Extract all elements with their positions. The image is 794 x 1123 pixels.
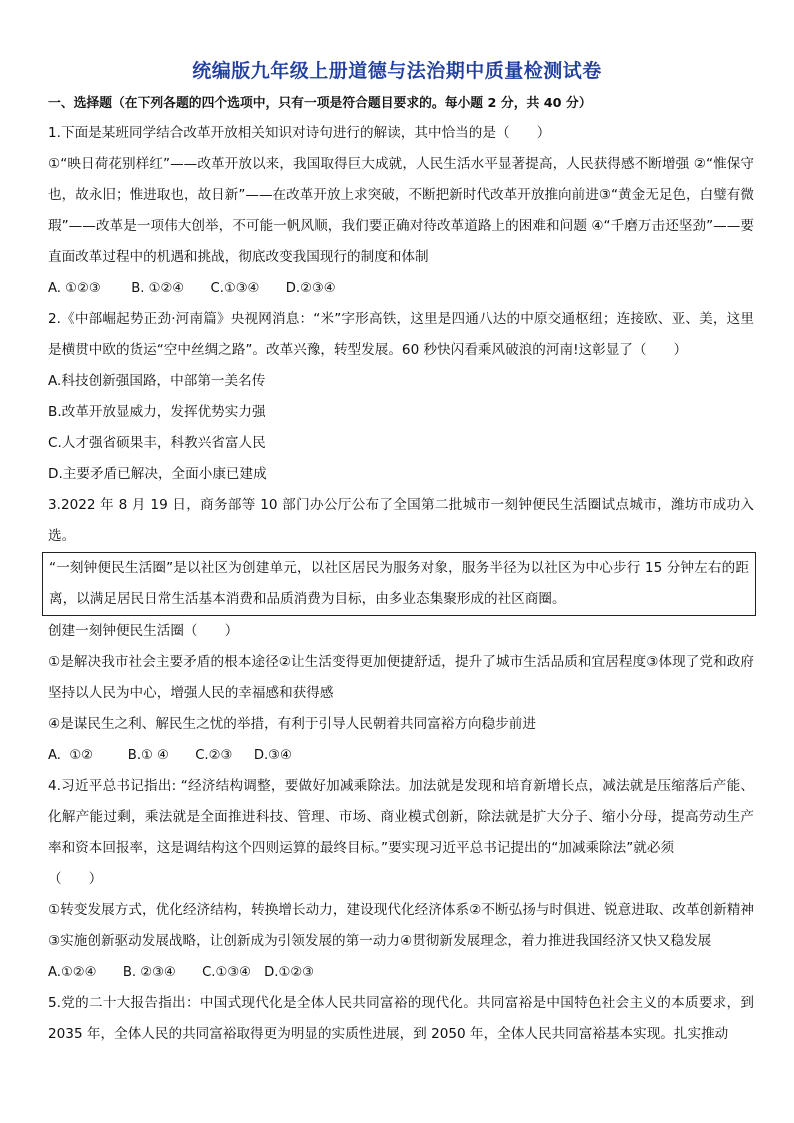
question-body-2: ④是谋民生之利、解民生之忧的举措，有利于引导人民朝着共同富裕方向稳步前进 <box>48 716 536 732</box>
answer-paren: （ ） <box>48 871 103 887</box>
question-4 <box>48 771 754 988</box>
exam-content <box>48 90 754 1050</box>
page-title: 统编版九年级上册道德与法治期中质量检测试卷 <box>192 60 602 82</box>
option-d: D.主要矛盾已解决，全面小康已建成 <box>48 466 267 482</box>
question-stem: 4.习近平总书记指出: “经济结构调整，要做好加减乘除法。加法就是发现和培育新增长点，减法就是压缩落后产能、化解产能过剩，乘法就是全面推进科技、管理、市场、商业模式创新，除法就是扩大分子、缩小分母，提高劳动生产率和资本回报率，这是调结构这个四则运算的最终目标。”要实现习近平总书记提出的“加减乘除法”就必须 <box>48 778 754 856</box>
question-2 <box>48 304 754 490</box>
question-options: A. ①② B.① ④ C.②③ D.③④ <box>48 748 292 763</box>
question-options: A.①②④ B. ②③④ C.①③④ D.①②③ <box>48 965 314 980</box>
question-body: ①“映日荷花别样红”——改革开放以来，我国取得巨大成就，人民生活水平显著提高，人民获得感不断增强 ②“惟保守也，故永旧；惟进取也，故日新”——在改革开放上求突破，不断把新时代改革开放推向前进③“黄金无足色，白璧有微瑕”——改革是一项伟大创举，不可能一帆风顺，我们要正确对待改革道路上的困难和问题 ④“千磨万击还坚劲”——要直面改革过程中的机遇和挑战，彻底改变我国现行的制度和体制 <box>48 156 754 265</box>
question-ask: 创建一刻钟便民生活圈（ ） <box>48 623 239 639</box>
question-1 <box>48 118 754 304</box>
question-body: ①是解决我市社会主要矛盾的根本途径②让生活变得更加便捷舒适，提升了城市生活品质和宜居程度③体现了党和政府坚持以人民为中心，增强人民的幸福感和获得感 <box>48 654 754 701</box>
question-options: A. ①②③ B. ①②④ C.①③④ D.②③④ <box>48 281 336 296</box>
material-box: “一刻钟便民生活圈”是以社区为创建单元，以社区居民为服务对象，服务半径为以社区为中心步行 15 分钟左右的距离，以满足居民日常生活基本消费和品质消费为目标，由多业态集聚形成的社区商圈。 <box>42 552 756 616</box>
question-stem: 5.党的二十大报告指出：中国式现代化是全体人民共同富裕的现代化。共同富裕是中国特色社会主义的本质要求，到 2035 年，全体人民的共同富裕取得更为明显的实质性进展，到 2050 年，全体人民共同富裕基本实现。扎实推动 <box>48 995 754 1042</box>
option-c: C.人才强省硕果丰，科教兴省富人民 <box>48 435 266 451</box>
option-b: B.改革开放显威力，发挥优势实力强 <box>48 404 266 420</box>
question-stem: 3.2022 年 8 月 19 日，商务部等 10 部门办公厅公布了全国第二批城市一刻钟便民生活圈试点城市，潍坊市成功入选。 <box>48 497 754 544</box>
question-stem: 1.下面是某班同学结合改革开放相关知识对诗句进行的解读，其中恰当的是（ ） <box>48 125 551 141</box>
question-body: ①转变发展方式，优化经济结构，转换增长动力，建设现代化经济体系②不断弘扬与时俱进、锐意进取、改革创新精神③实施创新驱动发展战略，让创新成为引领发展的第一动力④贯彻新发展理念，着力推进我国经济又快又稳发展 <box>48 902 754 949</box>
section-heading: 一、选择题（在下列各题的四个选项中，只有一项是符合题目要求的。每小题 2 分，共 40 分） <box>48 96 592 111</box>
option-a: A.科技创新强国路，中部第一美名传 <box>48 373 266 389</box>
question-stem: 2.《中部崛起势正劲·河南篇》央视网消息：“米”字形高铁，这里是四通八达的中原交通枢纽；连接欧、亚、美，这里是横贯中欧的货运“空中丝绸之路”。改革兴豫，转型发展。60 秒快闪看乘风破浪的河南!这彰显了（ ） <box>48 311 754 358</box>
question-3 <box>48 490 754 771</box>
question-5 <box>48 988 754 1050</box>
